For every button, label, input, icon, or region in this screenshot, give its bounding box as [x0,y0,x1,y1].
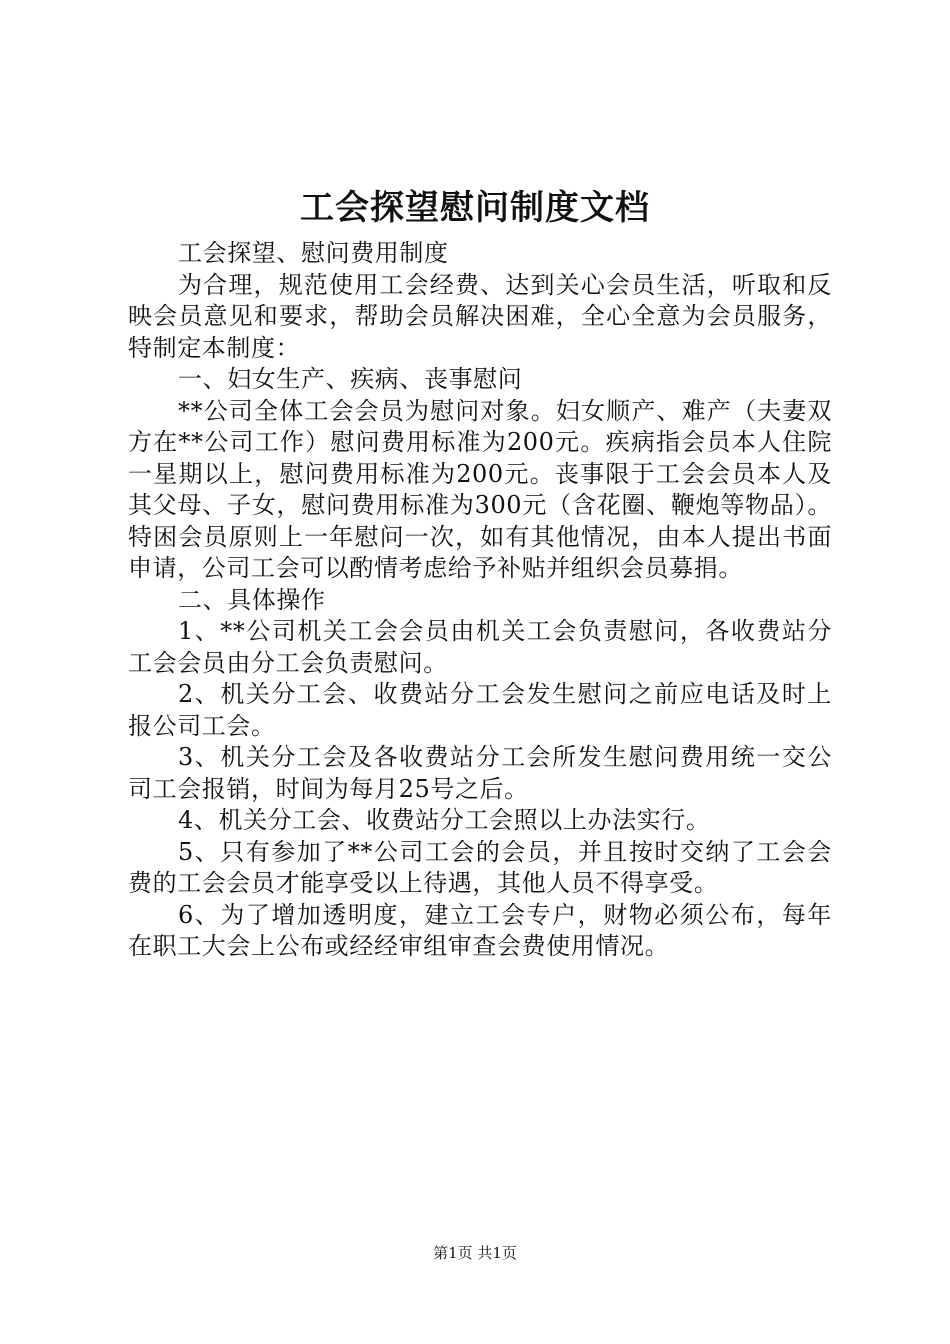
rule-item-1: 1、**公司机关工会会员由机关工会负责慰问，各收费站分工会会员由分工会负责慰问。 [128,617,832,677]
page-footer: 第1页 共1页 [433,1244,517,1262]
rule-item-2: 2、机关分工会、收费站分工会发生慰问之前应电话及时上报公司工会。 [128,680,832,740]
intro-paragraph: 为合理，规范使用工会经费、达到关心会员生活，听取和反映会员意见和要求，帮助会员解决困难，全心全意为会员服务，特制定本制度： [128,270,832,362]
condolence-standards-paragraph: **公司全体工会会员为慰问对象。妇女顺产、难产（夫妻双方在**公司工作）慰问费用标准为200元。疾病指会员本人住院一星期以上，慰问费用标准为200元。丧事限于工会会员本人及其父母、子女，慰问费用标准为300元（含花圈、鞭炮等物品）。特困会员原则上一年慰问一次，如有其他情况，由本人提出书面申请，公司工会可以酌情考虑给予补贴并组织会员募捐。 [128,396,832,582]
rule-item-4: 4、机关分工会、收费站分工会照以上办法实行。 [178,806,711,834]
section-heading-one: 一、妇女生产、疾病、丧事慰问 [178,365,523,393]
document-body [128,238,832,963]
rule-item-5: 5、只有参加了**公司工会的会员，并且按时交纳了工会会费的工会会员才能享受以上待遇，其他人员不得享受。 [128,837,832,897]
document-title: 工会探望慰问制度文档 [300,188,650,228]
section-heading-fees: 工会探望、慰问费用制度 [178,239,449,267]
section-heading-two: 二、具体操作 [178,585,326,614]
rule-item-6: 6、为了增加透明度，建立工会专户，财物必须公布，每年在职工大会上公布或经经审组审查会费使用情况。 [128,900,832,960]
rule-item-3: 3、机关分工会及各收费站分工会所发生慰问费用统一交公司工会报销，时间为每月25号之后。 [128,743,832,803]
